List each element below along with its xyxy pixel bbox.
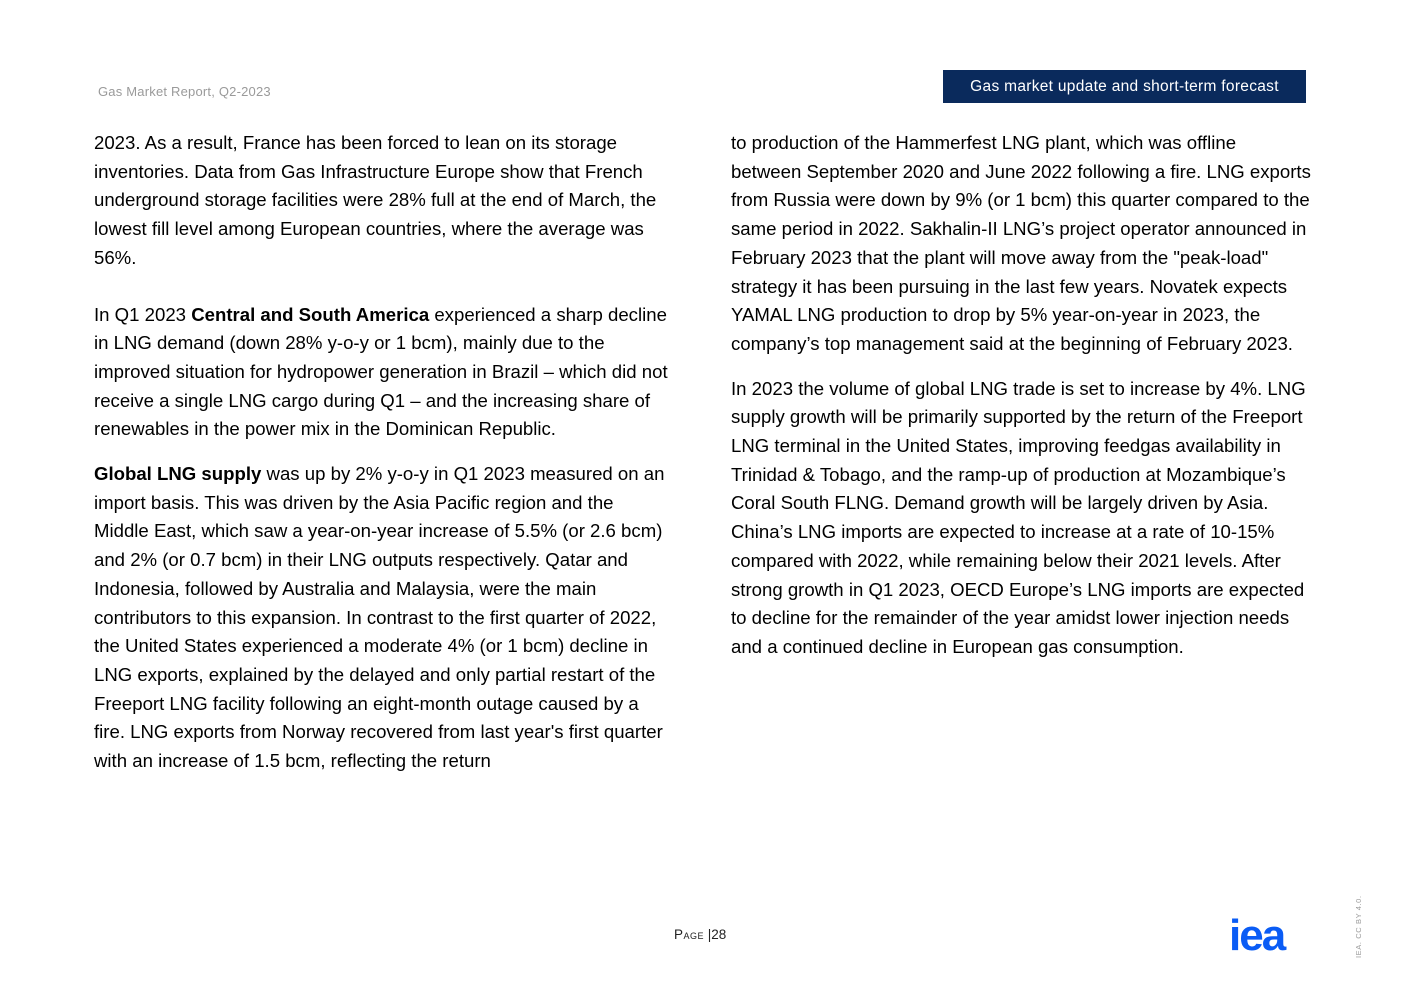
paragraph (94, 301, 669, 445)
bold-term-central-south-america: Central and South America (191, 303, 430, 325)
page-label: Page (674, 927, 705, 942)
paragraph: In 2023 the volume of global LNG trade is set to increase by 4%. LNG supply growth will be primarily supported by the return of the Freeport LNG terminal in the United States, improving feedgas availability in Trinidad & Tobago, and the ramp-up of production at Mozambique’s Coral South FLNG. Demand growth will be largely driven by Asia. China’s LNG imports are expected to increase at a rate of 10-15% compared with 2022, while remaining below their 2021 levels. After strong growth in Q1 2023, OECD Europe’s LNG imports are expected to decline for the remainder of the year amidst lower injection needs and a continued decline in European gas consumption. (731, 377, 1306, 657)
paragraph: 2023. As a result, France has been forced to lean on its storage inventories. Data from Gas Infrastructure Europe show that French underground storage facilities were 28% full at the end of March, the lowest fill level among European countries, where the average was 56%. (94, 132, 657, 268)
page-number (674, 927, 726, 942)
page-number-value: 28 (711, 927, 727, 942)
logo-text: iea (1230, 914, 1285, 954)
left-column (94, 129, 669, 776)
page-separator: | (707, 927, 712, 942)
section-title-banner (943, 70, 1306, 103)
iea-logo (1230, 914, 1310, 954)
paragraph-rest: was up by 2% y-o-y in Q1 2023 measured on an import basis. This was driven by the Asia Pacific region and the Middle East, which saw a year-on-year increase of 5.5% (or 2.6 bcm) and 2% (or 0.7 bcm) in their LNG outputs respectively. Qatar and Indonesia, followed by Australia and Malaysia, were the main contributors to this expansion. In contrast to the first quarter of 2022, the United States experienced a moderate 4% (or 1 bcm) decline in LNG exports, explained by the delayed and only partial restart of the Freeport LNG facility following an eight-month outage caused by a fire. LNG exports from Norway recovered from last year's first quarter with an increase of 1.5 bcm, reflecting the return (94, 463, 665, 772)
right-column (731, 129, 1311, 662)
report-title: Gas Market Report, Q2-2023 (98, 84, 271, 99)
section-title: Gas market update and short-term forecast (970, 77, 1279, 95)
paragraph: to production of the Hammerfest LNG plant, which was offline between September 2020 and June 2022 following a fire. LNG exports from Russia were down by 9% (or 1 bcm) this quarter compared to the same period in 2022. Sakhalin-II LNG’s project operator announced in February 2023 that the plant will move away from the "peak-load" strategy it has been pursuing in the last few years. Novatek expects YAMAL LNG production to drop by 5% year-on-year in 2023, the company’s top management said at the beginning of February 2023. (731, 132, 1311, 354)
license-notice: IEA. CC BY 4.0. (1354, 895, 1363, 958)
paragraph-rest: experienced a sharp decline in LNG demand (down 28% y-o-y or 1 bcm), mainly due to the improved situation for hydropower generation in Brazil – which did not receive a single LNG cargo during Q1 – and the increasing share of renewables in the power mix in the Dominican Republic. (94, 303, 668, 440)
paragraph (94, 460, 669, 776)
bold-term-global-lng-supply: Global LNG supply (94, 463, 262, 485)
paragraph-lead: In Q1 2023 (94, 303, 192, 325)
